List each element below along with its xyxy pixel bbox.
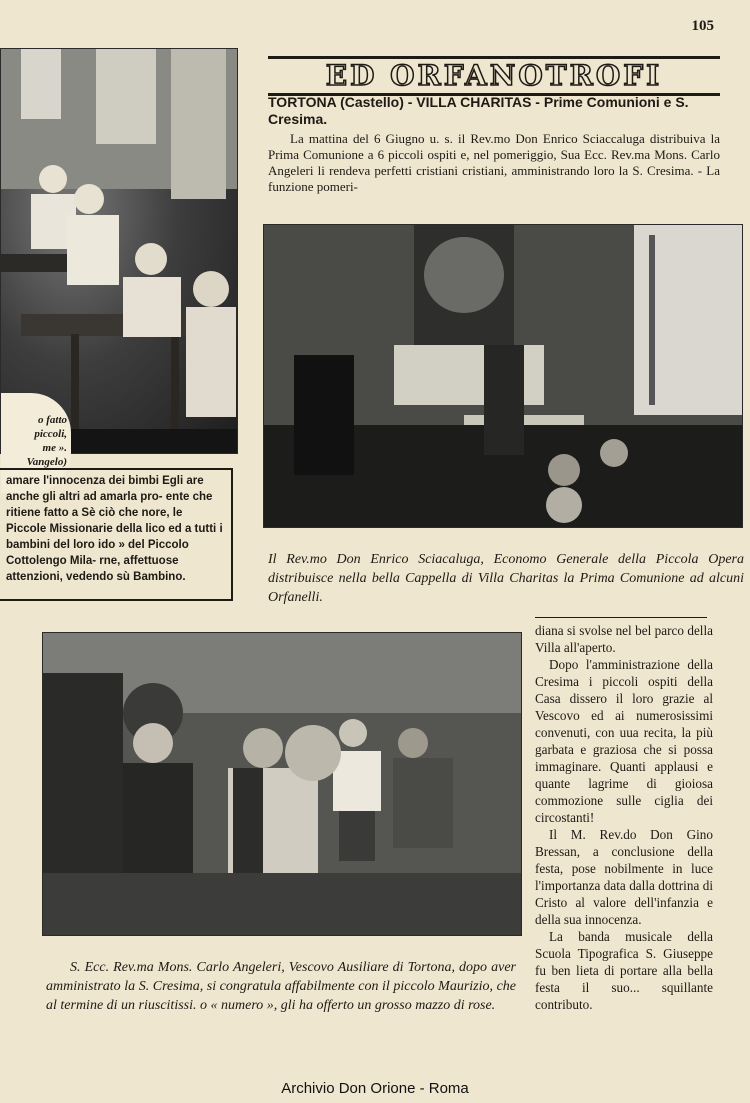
quote-line: Vangelo) (26, 456, 67, 468)
paragraph: La banda musicale della Scuola Tipografica S. Giuseppe fu ben lieta di portare alla bella festa il suo... squillante contributo. (535, 929, 713, 1012)
paragraph: diana si svolse nel bel parco della Villa all'aperto. (535, 623, 713, 655)
page-number: 105 (691, 18, 714, 34)
right-column-text (535, 622, 713, 1013)
page-title: ED ORFANOTROFI (268, 56, 720, 96)
chapel-photo-caption: Il Rev.mo Don Enrico Sciacaluga, Economo Generale della Piccola Opera distribuisce nella bella Cappella di Villa Charitas la Prima Comunione ad alcuni Orfanelli. (268, 552, 744, 605)
intro-paragraph: La mattina del 6 Giugno u. s. il Rev.mo Don Enrico Sciaccaluga distribuiva la Prima Comunione a 6 piccoli ospiti e, nel pomeriggio, Sua Ecc. Rev.ma Mons. Carlo Angeleri li rendeva perfetti cristiani cristiani, amministrando loro la S. Cresima. - La funzione pomeri- (268, 131, 720, 194)
chapel-photo (263, 224, 743, 528)
article-subhead: TORTONA (Castello) - VILLA CHARITAS - Prime Comunioni e S. Cresima. (268, 94, 689, 127)
quote-line: piccoli, (34, 428, 67, 440)
bishop-photo-caption: S. Ecc. Rev.ma Mons. Carlo Angeleri, Vescovo Ausiliare di Tortona, dopo aver amministrato la S. Cresima, si congratula affabilmente con il piccolo Maurizio, che al termine di un riuscitissi. o « numero », gli ha offerto un grosso mazzo di rose. (46, 960, 516, 1013)
archive-footer: Archivio Don Orione - Roma (281, 1080, 469, 1097)
bishop-photo (42, 632, 522, 936)
sidebar-text-box: amare l'innocenza dei bimbi Egli are anche gli altri ad amarla pro- ente che ritiene fatto a Sè ciò che nore, le Piccole Missionarie della lico ed a tutti i bambini del loro ido » del Piccolo Cottolengo Mila- rne, affettuose attenzioni, vedendo sù Bambino. (0, 468, 233, 601)
paragraph: Dopo l'amministrazione della Cresima i piccoli ospiti della Casa dissero il loro grazie al Vescovo ed ai numerosissimi convenuti, con uua recita, la più garbata e graziosa che si possa immaginare. Quanti applausi e quante lagrime di gioiosa commozione sulle ciglia dei circostanti! (535, 657, 713, 825)
quote-line: o fatto (37, 414, 67, 426)
quote-line: me ». (42, 442, 67, 454)
paragraph: Il M. Rev.do Don Gino Bressan, a conclusione della festa, pose nobilmente in luce l'importanza data dalla dottrina di Cristo al valore dell'infanzia e della sua innocenza. (535, 827, 713, 927)
classroom-photo (0, 48, 238, 468)
column-divider (535, 617, 707, 618)
